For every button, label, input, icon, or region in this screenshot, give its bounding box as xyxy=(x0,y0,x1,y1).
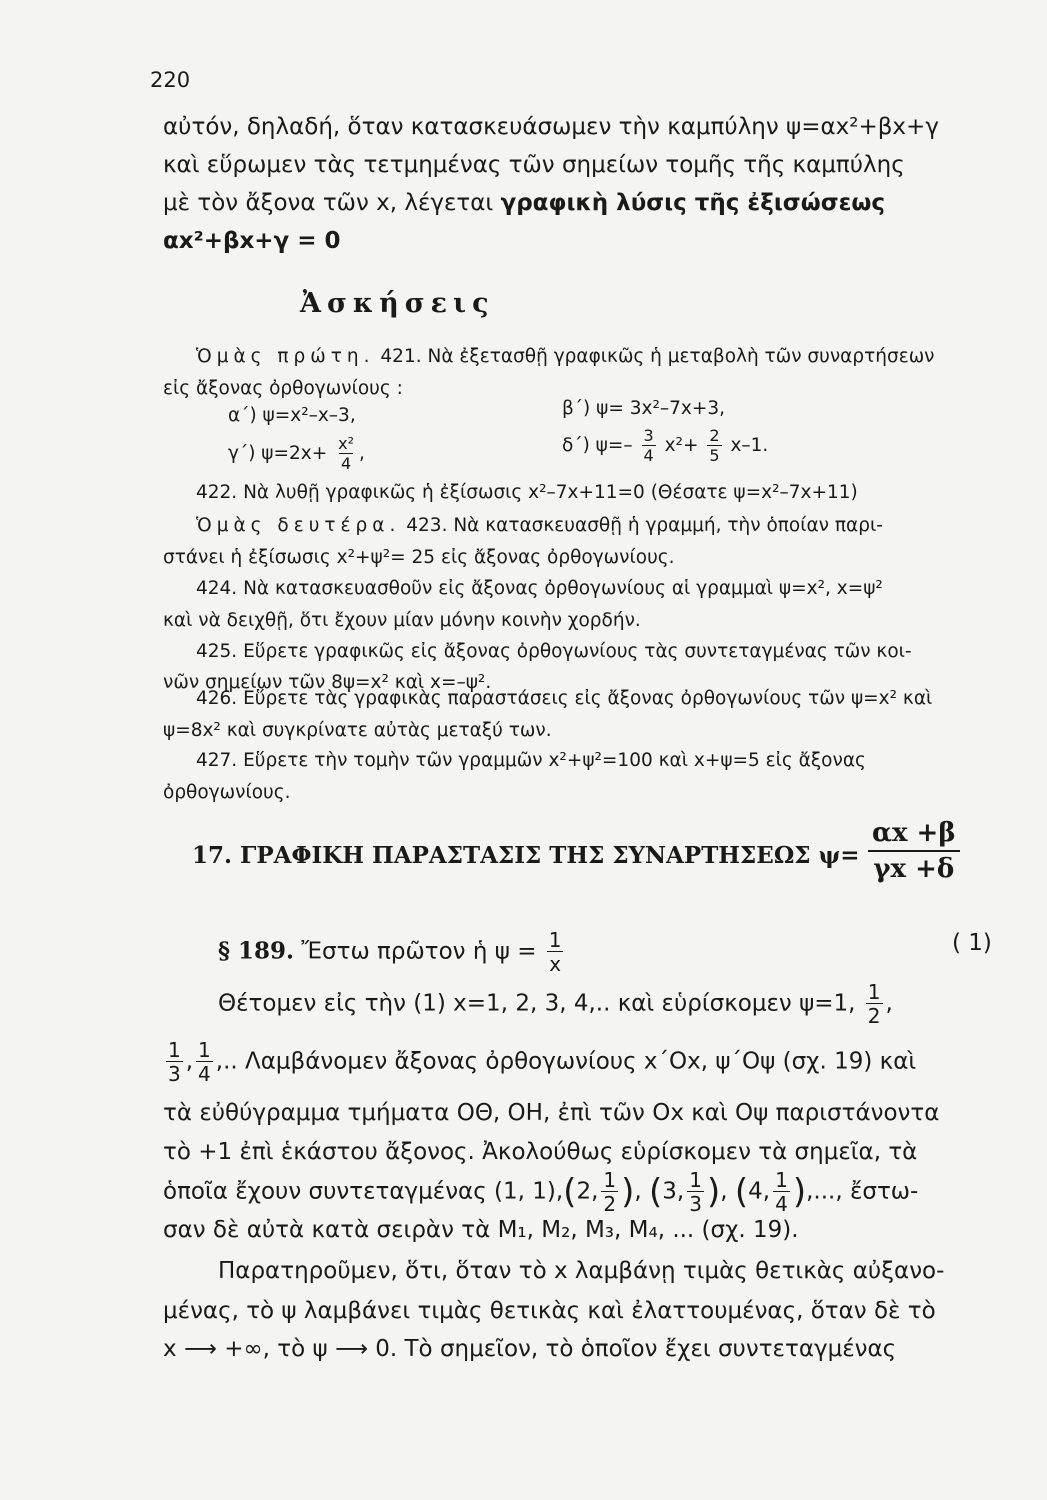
comma: , xyxy=(634,1178,642,1205)
frac-den: 4 xyxy=(643,446,654,465)
frac-den: 3 xyxy=(689,1192,702,1216)
frac-num: 1 xyxy=(198,1038,211,1062)
frac-num: 1 xyxy=(775,1168,788,1192)
exercise-422: 422. Νὰ λυθῇ γραφικῶς ἡ ἐξίσωσις x²–7x+11=0 (Θέσατε ψ=x²–7x+11) xyxy=(196,482,858,503)
frac-den: 3 xyxy=(168,1062,181,1086)
frac-num: 1 xyxy=(548,928,562,952)
one-fourth xyxy=(773,1170,790,1214)
intro-line-3 xyxy=(163,190,1005,216)
body-line-1 xyxy=(218,982,1005,1026)
paren: ( xyxy=(563,1172,577,1212)
frac-den: 2 xyxy=(603,1192,617,1216)
frac-den: 4 xyxy=(198,1062,211,1086)
exercise-427-cont: ὀρθογωνίους. xyxy=(163,782,291,803)
body-line-8: μένας, τὸ ψ λαμβάνει τιμὰς θετικὰς καὶ ἐλαττουμένας, ὅταν δὲ τὸ xyxy=(163,1298,936,1324)
body-line-1-text: Θέτομεν εἰς τὴν (1) x=1, 2, 3, 4,.. καὶ εὑρίσκομεν ψ=1, xyxy=(218,990,856,1017)
intro-line-3-text: μὲ τὸν ἄξονα τῶν x, λέγεται xyxy=(163,190,501,216)
group-2-label: Ὁμὰς δευτέρα. xyxy=(196,515,401,536)
one-third xyxy=(687,1170,704,1214)
paragraph-189-text: Ἔστω πρῶτον ἡ ψ = xyxy=(301,938,537,965)
frac-num: x² xyxy=(338,434,355,453)
exercise-423-cont: στάνει ἡ ἐξίσωσις x²+ψ²= 25 εἰς ἄξονας ὀρθογωνίους. xyxy=(163,547,675,568)
section-frac-den: γx +δ xyxy=(873,854,955,884)
exercise-421-cont: εἰς ἄξονας ὀρθογωνίους : xyxy=(163,378,403,399)
exercise-421-text: 421. Νὰ ἐξετασθῇ γραφικῶς ἡ μεταβολὴ τῶν συναρτήσεων xyxy=(380,346,935,367)
intro-line-2: καὶ εὕρωμεν τὰς τετμημένας τῶν σημείων τομῆς τῆς καμπύλης xyxy=(163,152,905,178)
frac-num: 2 xyxy=(709,426,720,445)
body-line-3: τὰ εὐθύγραμμα τμήματα ΟΘ, ΟΗ, ἐπὶ τῶν Ox καὶ Oψ παριστάνοντα xyxy=(163,1100,940,1126)
page-number: 220 xyxy=(150,68,191,92)
exercise-426-cont: ψ=8x² καὶ συγκρίνατε αὐτὰς μεταξύ των. xyxy=(163,720,552,741)
one-fourth xyxy=(196,1040,213,1084)
point-4-x: 4, xyxy=(748,1178,771,1205)
body-line-7: Παρατηροῦμεν, ὅτι, ὅταν τὸ x λαμβάνῃ τιμὰς θετικὰς αὐξανο- xyxy=(218,1258,945,1284)
exercise-427: 427. Εὕρετε τὴν τομὴν τῶν γραμμῶν x²+ψ²=100 καὶ x+ψ=5 εἰς ἄξονας xyxy=(196,750,866,771)
frac-den: 4 xyxy=(775,1192,788,1216)
frac-den: 2 xyxy=(867,1004,881,1028)
point-3-x: 3, xyxy=(662,1178,685,1205)
paren: ) xyxy=(706,1172,721,1212)
frac-num: 1 xyxy=(168,1038,181,1062)
frac-den: x xyxy=(549,952,562,976)
paren: ( xyxy=(649,1172,663,1212)
exercise-424-cont: καὶ νὰ δειχθῇ, ὅτι ἔχουν μίαν μόνην κοινὴν χορδήν. xyxy=(163,610,641,631)
exercise-425: 425. Εὕρετε γραφικῶς εἰς ἄξονας ὀρθογωνίους τὰς συντεταγμένας τῶν κοι- xyxy=(196,641,912,662)
function-a: α΄) ψ=x²–x–3, xyxy=(228,405,356,426)
body-line-2-text: ,.. Λαμβάνομεν ἄξονας ὀρθογωνίους x΄Ox, ψ΄Oψ (σχ. 19) καὶ xyxy=(215,1048,917,1075)
one-third xyxy=(166,1040,183,1084)
body-line-5-end: ,..., ἔστω- xyxy=(806,1178,919,1205)
exercise-423 xyxy=(196,515,1038,536)
body-line-6: σαν δὲ αὐτὰ κατὰ σειρὰν τὰ M₁, M₂, M₃, M₄, ... (σχ. 19). xyxy=(163,1217,799,1243)
paragraph-189 xyxy=(218,930,1047,974)
function-d-fraction-1 xyxy=(642,428,656,464)
exercise-423-text: 423. Νὰ κατασκευασθῇ ἡ γραμμή, τὴν ὁποίαν παρι- xyxy=(406,515,883,536)
paragraph-sign: § 189. xyxy=(218,937,295,965)
paren: ) xyxy=(621,1172,635,1212)
function-c-pre: γ΄) ψ=2x+ xyxy=(228,443,328,464)
graphic-solution-term: γραφικὴ λύσις τῆς ἐξισώσεως xyxy=(500,190,886,216)
section-title: 17. ΓΡΑΦΙΚΗ ΠΑΡΑΣΤΑΣΙΣ ΤΗΣ ΣΥΝΑΡΤΗΣΕΩΣ ψ= xyxy=(192,842,860,869)
frac-num: 1 xyxy=(603,1168,617,1192)
equation-number: ( 1) xyxy=(952,930,992,956)
body-line-9: x ⟶ +∞, τὸ ψ ⟶ 0. Τὸ σημεῖον, τὸ ὁποῖον ἔχει συντεταγμένας xyxy=(163,1336,897,1362)
frac-den: 4 xyxy=(340,454,352,473)
function-d-pre: δ΄) ψ=– xyxy=(562,435,633,456)
one-half xyxy=(866,982,883,1026)
exercise-425-cont: νῶν σημείων τῶν 8ψ=x² καὶ x=–ψ². xyxy=(163,672,492,693)
body-line-5 xyxy=(163,1170,1005,1214)
body-line-5-text: ὁποῖα ἔχουν συντεταγμένας (1, 1), xyxy=(163,1178,564,1205)
one-half xyxy=(601,1170,618,1214)
quadratic-equation: αx²+βx+γ = 0 xyxy=(163,228,341,254)
exercise-424: 424. Νὰ κατασκευασθοῦν εἰς ἄξονας ὀρθογωνίους αἱ γραμμαὶ ψ=x², x=ψ² xyxy=(196,578,883,599)
exercise-426: 426. Εὕρετε τὰς γραφικὰς παραστάσεις εἰς ἄξονας ὀρθογωνίους τῶν ψ=x² καὶ xyxy=(196,688,933,709)
exercises-heading: Ἀσκήσεις xyxy=(300,288,495,319)
function-c-post: , xyxy=(359,443,365,464)
function-c-fraction xyxy=(336,436,356,472)
function-d-fraction-2 xyxy=(707,428,721,464)
one-over-x xyxy=(547,930,564,974)
exercise-421 xyxy=(196,346,1038,367)
point-2-x: 2, xyxy=(576,1178,599,1205)
function-d-mid: x²+ xyxy=(664,435,699,456)
comma: , xyxy=(185,1048,194,1075)
paren: ) xyxy=(792,1172,807,1212)
function-d xyxy=(562,428,1047,464)
intro-line-1: αὐτόν, δηλαδή, ὅταν κατασκευάσωμεν τὴν καμπύλην ψ=αx²+βx+γ xyxy=(163,114,939,140)
body-line-4: τὸ +1 ἐπὶ ἑκάστου ἄξονος. Ἀκολούθως εὑρίσκομεν τὰ σημεῖα, τὰ xyxy=(163,1139,918,1165)
frac-num: 3 xyxy=(643,426,654,445)
group-1-label: Ὁμὰς πρώτη. xyxy=(196,346,375,367)
section-frac-num: αx +β xyxy=(868,818,960,852)
function-b: β΄) ψ= 3x²–7x+3, xyxy=(562,398,725,419)
frac-num: 1 xyxy=(867,980,881,1004)
comma: , xyxy=(885,990,893,1017)
function-d-post: x–1. xyxy=(730,435,769,456)
frac-num: 1 xyxy=(689,1168,702,1192)
frac-den: 5 xyxy=(709,446,720,465)
body-line-2 xyxy=(163,1040,1005,1084)
paren: ( xyxy=(734,1172,749,1212)
section-title-fraction xyxy=(868,818,960,884)
comma: , xyxy=(720,1178,728,1205)
